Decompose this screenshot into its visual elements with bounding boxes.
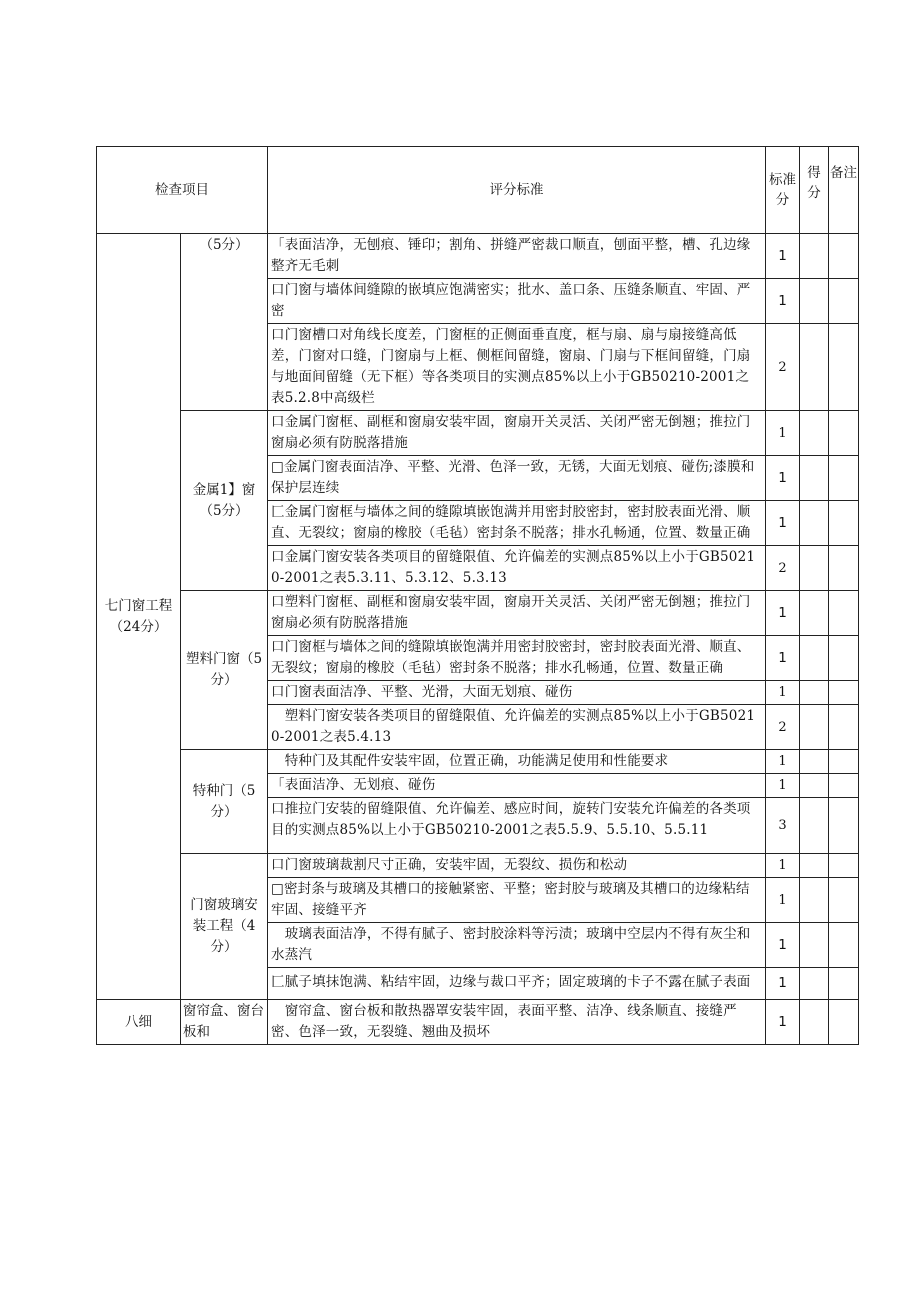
standard-score: 1 (766, 968, 800, 1000)
note-cell[interactable] (829, 798, 859, 854)
standard-score: 1 (766, 854, 800, 878)
note-cell[interactable] (829, 681, 859, 705)
standard-score: 2 (766, 705, 800, 750)
note-cell[interactable] (829, 456, 859, 501)
note-cell[interactable] (829, 854, 859, 878)
criteria-text: 口金属门窗框、副框和窗扇安装牢固，窗扇开关灵活、关闭严密无倒翘；推拉门窗扇必须有防脱落措施 (268, 411, 766, 456)
score-cell[interactable] (800, 923, 829, 968)
note-cell[interactable] (829, 411, 859, 456)
score-cell[interactable] (800, 878, 829, 923)
score-cell[interactable] (800, 1000, 829, 1045)
score-cell[interactable] (800, 798, 829, 854)
criteria-text: 口金属门窗安装各类项目的留缝限值、允许偏差的实测点85%以上小于GB50210-2001之表5.3.11、5.3.12、5.3.13 (268, 546, 766, 591)
score-cell[interactable] (800, 279, 829, 324)
criteria-text: 「表面洁净、无划痕、碰伤 (268, 774, 766, 798)
header-item: 检查项目 (97, 147, 268, 234)
score-cell[interactable] (800, 501, 829, 546)
criteria-text: 口门窗与墙体间缝隙的嵌填应饱满密实；批水、盖口条、压缝条顺直、牢固、严密 (268, 279, 766, 324)
standard-score: 1 (766, 456, 800, 501)
note-cell[interactable] (829, 591, 859, 636)
standard-score: 1 (766, 750, 800, 774)
criteria-text: 口推拉门安装的留缝限值、允许偏差、感应时间，旋转门安装允许偏差的各类项目的实测点85%以上小于GB50210-2001之表5.5.9、5.5.10、5.5.11 (268, 798, 766, 854)
standard-score: 1 (766, 411, 800, 456)
note-cell[interactable] (829, 878, 859, 923)
score-cell[interactable] (800, 774, 829, 798)
score-cell[interactable] (800, 854, 829, 878)
standard-score: 2 (766, 546, 800, 591)
standard-score: 2 (766, 324, 800, 411)
standard-score: 1 (766, 1000, 800, 1045)
score-cell[interactable] (800, 546, 829, 591)
subsection-title: 窗帘盒、窗台板和 (181, 1000, 268, 1045)
criteria-text: 匚金属门窗框与墙体之间的缝隙填嵌饱满并用密封胶密封，密封胶表面光滑、顺直、无裂纹；窗扇的橡胶（毛毡）密封条不脱落；排水孔畅通，位置、数量正确 (268, 501, 766, 546)
criteria-text: 特种门及其配件安装牢固，位置正确，功能满足使用和性能要求 (268, 750, 766, 774)
note-cell[interactable] (829, 234, 859, 279)
criteria-text: 口门窗槽口对角线长度差，门窗框的正侧面垂直度，框与扇、扇与扇接缝高低差，门窗对口缝，门窗扇与上框、侧框间留缝，窗扇、门扇与下框间留缝，门扇与地面间留缝（无下框）等各类项目的实测点85%以上小于GB50210-2001之表5.2.8中高级栏 (268, 324, 766, 411)
table-row (97, 750, 859, 774)
standard-score: 1 (766, 234, 800, 279)
criteria-text: 口塑料门窗框、副框和窗扇安装牢固，窗扇开关灵活、关闭严密无倒翘；推拉门窗扇必须有防脱落措施 (268, 591, 766, 636)
subsection-title: （5分） (181, 234, 268, 411)
note-cell[interactable] (829, 324, 859, 411)
score-cell[interactable] (800, 234, 829, 279)
standard-score: 1 (766, 636, 800, 681)
table-row (97, 854, 859, 878)
note-cell[interactable] (829, 501, 859, 546)
standard-score: 1 (766, 591, 800, 636)
section-title: 七门窗工程（24分） (97, 234, 181, 1000)
standard-score: 1 (766, 878, 800, 923)
inspection-score-table (96, 146, 859, 1045)
subsection-title: 塑料门窗（5分） (181, 591, 268, 750)
note-cell[interactable] (829, 279, 859, 324)
criteria-text: 口门窗表面洁净、平整、光滑，大面无划痕、碰伤 (268, 681, 766, 705)
score-cell[interactable] (800, 636, 829, 681)
score-cell[interactable] (800, 324, 829, 411)
criteria-text: 口门窗框与墙体之间的缝隙填嵌饱满并用密封胶密封，密封胶表面光滑、顺直、无裂纹；窗扇的橡胶（毛毡）密封条不脱落；排水孔畅通，位置、数量正确 (268, 636, 766, 681)
table-row (97, 591, 859, 636)
subsection-title: 特种门（5分） (181, 750, 268, 854)
criteria-text: 口门窗玻璃裁割尺寸正确，安装牢固，无裂纹、损伤和松动 (268, 854, 766, 878)
criteria-text: 「表面洁净，无刨痕、锤印；割角、拼缝严密裁口顺直，刨面平整，槽、孔边缘整齐无毛刺 (268, 234, 766, 279)
header-criteria: 评分标准 (268, 147, 766, 234)
score-cell[interactable] (800, 968, 829, 1000)
score-cell[interactable] (800, 411, 829, 456)
score-cell[interactable] (800, 681, 829, 705)
standard-score: 1 (766, 501, 800, 546)
section-title: 八细 (97, 1000, 181, 1045)
score-cell[interactable] (800, 750, 829, 774)
criteria-text: □密封条与玻璃及其槽口的接触紧密、平整；密封胶与玻璃及其槽口的边缘粘结牢固、接缝平齐 (268, 878, 766, 923)
criteria-text: 窗帘盒、窗台板和散热器罩安装牢固，表面平整、洁净、线条顺直、接缝严密、色泽一致，无裂缝、翘曲及损坏 (268, 1000, 766, 1045)
table-row (97, 1000, 859, 1045)
score-cell[interactable] (800, 705, 829, 750)
score-cell[interactable] (800, 591, 829, 636)
header-std-score: 标准分 (766, 147, 800, 234)
standard-score: 1 (766, 681, 800, 705)
note-cell[interactable] (829, 750, 859, 774)
standard-score: 1 (766, 279, 800, 324)
note-cell[interactable] (829, 546, 859, 591)
criteria-text: 玻璃表面洁净，不得有腻子、密封胶涂料等污渍；玻璃中空层内不得有灰尘和水蒸汽 (268, 923, 766, 968)
standard-score: 1 (766, 774, 800, 798)
note-cell[interactable] (829, 923, 859, 968)
criteria-text: □金属门窗表面洁净、平整、光滑、色泽一致，无锈，大面无划痕、碰伤;漆膜和保护层连续 (268, 456, 766, 501)
subsection-title: 门窗玻璃安装工程（4分） (181, 854, 268, 1000)
criteria-text: 匚腻子填抹饱满、粘结牢固，边缘与裁口平齐；固定玻璃的卡子不露在腻子表面 (268, 968, 766, 1000)
table-row (97, 234, 859, 279)
note-cell[interactable] (829, 774, 859, 798)
table-row (97, 411, 859, 456)
standard-score: 3 (766, 798, 800, 854)
header-note: 备注 (829, 147, 859, 234)
note-cell[interactable] (829, 705, 859, 750)
standard-score: 1 (766, 923, 800, 968)
score-cell[interactable] (800, 456, 829, 501)
header-got-score: 得分 (800, 147, 829, 234)
subsection-title: 金属1】窗（5分） (181, 411, 268, 591)
table-header-row (97, 147, 859, 234)
note-cell[interactable] (829, 968, 859, 1000)
note-cell[interactable] (829, 1000, 859, 1045)
note-cell[interactable] (829, 636, 859, 681)
criteria-text: 塑料门窗安装各类项目的留缝限值、允许偏差的实测点85%以上小于GB50210-2001之表5.4.13 (268, 705, 766, 750)
